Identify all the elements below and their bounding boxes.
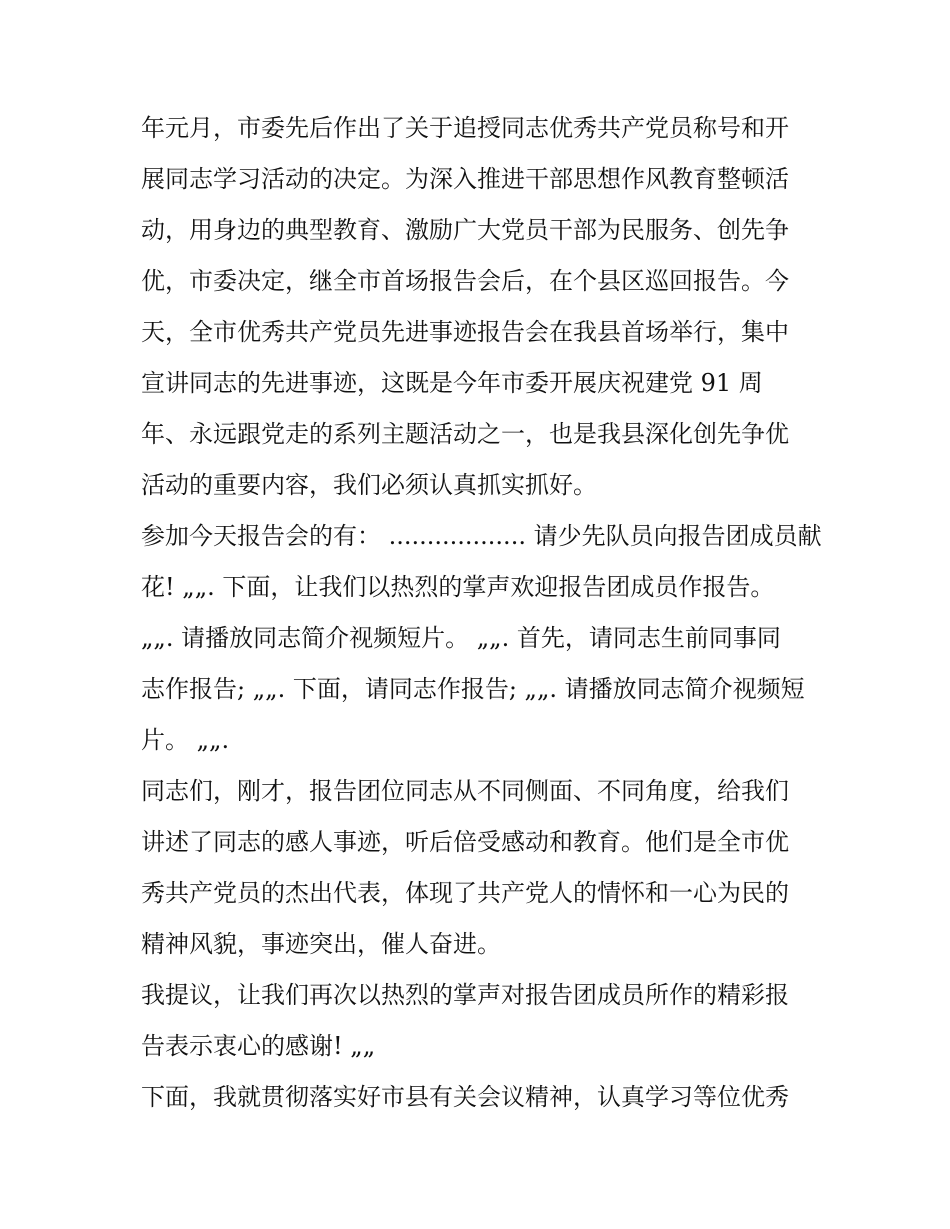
text-line: 展同志学习活动的决定。为深入推进干部思想作风教育整顿活 <box>141 165 789 193</box>
text-line: 参加今天报告会的有： .................. 请少先队员向报告团成员献 <box>141 522 822 550</box>
text-line: 天，全市优秀共产党员先进事迹报告会在我县首场举行，集中 <box>141 318 789 346</box>
text-line: 秀共产党员的杰出代表，体现了共产党人的情怀和一心为民的 <box>141 879 789 907</box>
text-line: 下面，我就贯彻落实好市县有关会议精神，认真学习等位优秀 <box>141 1083 789 1111</box>
text-line: 年元月，市委先后作出了关于追授同志优秀共产党员称号和开 <box>141 114 789 142</box>
text-line: „„. 请播放同志简介视频短片。 „„. 首先，请同志生前同事同 <box>141 624 781 652</box>
text-line: 讲述了同志的感人事迹，听后倍受感动和教育。他们是全市优 <box>141 828 789 856</box>
text-line: 志作报告; „„. 下面，请同志作报告; „„. 请播放同志简介视频短 <box>141 675 805 703</box>
text-line: 同志们，刚才，报告团位同志从不同侧面、不同角度，给我们 <box>141 777 789 805</box>
text-line: 活动的重要内容，我们必须认真抓实抓好。 <box>141 471 597 499</box>
text-line: 宣讲同志的先进事迹，这既是今年市委开展庆祝建党 91 周 <box>141 369 763 397</box>
text-line: 年、永远跟党走的系列主题活动之一，也是我县深化创先争优 <box>141 420 789 448</box>
text-line: 告表示衷心的感谢! „„ <box>141 1032 376 1060</box>
text-line: 优，市委决定，继全市首场报告会后，在个县区巡回报告。今 <box>141 267 789 295</box>
text-line: 片。 „„. <box>141 726 230 754</box>
document-body <box>141 103 821 1123</box>
text-line: 我提议，让我们再次以热烈的掌声对报告团成员所作的精彩报 <box>141 981 789 1009</box>
text-line: 动，用身边的典型教育、激励广大党员干部为民服务、创先争 <box>141 216 789 244</box>
text-line: 花! „„. 下面，让我们以热烈的掌声欢迎报告团成员作报告。 <box>141 573 775 601</box>
text-line: 精神风貌，事迹突出，催人奋进。 <box>141 930 501 958</box>
